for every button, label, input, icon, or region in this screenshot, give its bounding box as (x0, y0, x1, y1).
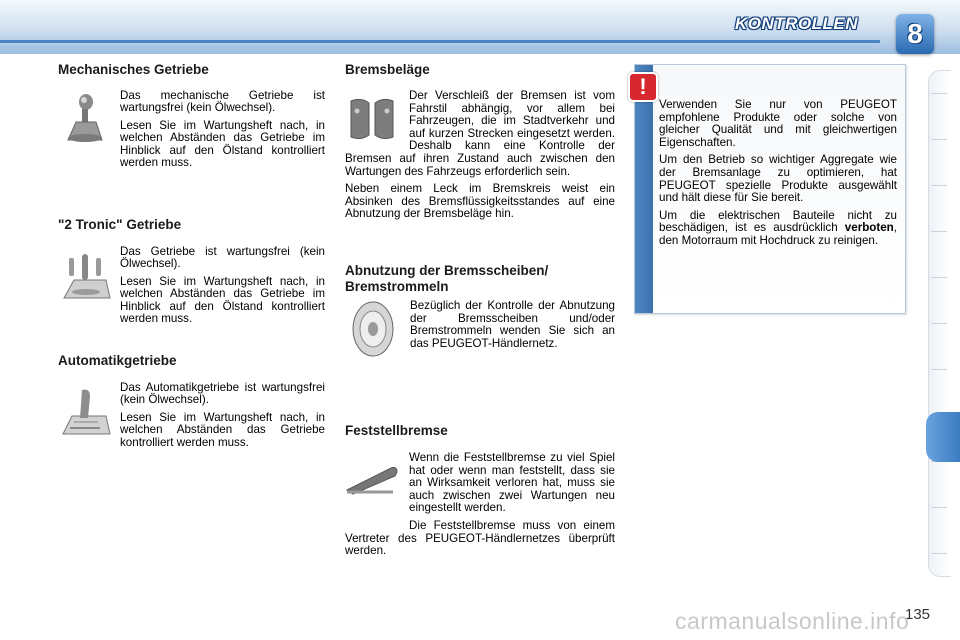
gear-lever-2tronic-icon (60, 252, 112, 302)
page-number: 135 (905, 606, 931, 623)
text-brake-pads (345, 90, 615, 226)
section-title-2tronic: "2 Tronic" Getriebe (58, 217, 182, 232)
side-tab-active[interactable] (926, 412, 960, 462)
parking-p1: Wenn die Feststellbremse zu viel Spiel hat oder wenn man feststellt, dass sie an Wirksamkeit verloren hat, muss sie auch zwischen zwei Wartungen neu eingestellt werden. (409, 451, 615, 515)
2tronic-p1: Das Getriebe ist wartungsfrei (kein Ölwechsel). (120, 245, 325, 271)
warning-box (634, 64, 906, 314)
warning-p3-post: , den Motorraum mit Hochdruck zu reinigen. (659, 221, 897, 247)
mechanical-p2: Lesen Sie im Wartungsheft nach, in welchen Abständen das Getriebe im Hinblick auf den Ölstand kontrolliert werden muss. (120, 118, 325, 170)
automatic-p2: Lesen Sie im Wartungsheft nach, in welchen Abständen das Getriebe kontrolliert werden muss. (120, 410, 325, 449)
warning-p3-pre: Um die elektrischen Bauteile nicht zu beschädigen, ist es ausdrücklich (659, 208, 897, 235)
text-automatic (120, 382, 325, 454)
warning-accent-bar (635, 65, 653, 313)
brake-disc-icon (350, 300, 396, 358)
section-title-discs: Abnutzung der Bremsscheiben/ Bremstrommeln (345, 263, 549, 294)
warning-p3 (659, 210, 897, 248)
section-title-mechanical: Mechanisches Getriebe (58, 62, 209, 77)
gear-lever-manual-icon (62, 92, 106, 144)
warning-text (659, 99, 897, 253)
warning-icon (628, 72, 658, 102)
chapter-title: KONTROLLEN (735, 14, 859, 33)
warning-p1: Verwenden Sie nur von PEUGEOT empfohlene Produkte oder solche von gleicher Qualität und mit gleichwertigen Eigenschaften. (659, 98, 897, 149)
chapter-number-badge (896, 14, 934, 54)
chapter-number: 8 (907, 18, 923, 49)
discs-p1: Bezüglich der Kontrolle der Abnutzung der Bremsscheiben und/oder Bremstrommeln wenden Sie sich an das PEUGEOT-Händlernetz. (410, 299, 615, 350)
section-title-brake-pads: Bremsbeläge (345, 62, 430, 77)
text-2tronic (120, 246, 325, 330)
parking-p2: Die Feststellbremse muss von einem Vertreter des PEUGEOT-Händlernetzes überprüft werden. (345, 518, 615, 558)
gear-lever-automatic-icon (60, 386, 112, 438)
warning-badge-label: ! (639, 74, 647, 99)
side-tab-strip (928, 70, 951, 577)
header-divider-thin (0, 46, 870, 47)
brake-pads-p2: Neben einem Leck im Bremskreis weist ein Absinken des Bremsflüssigkeitsstandes auf eine Abnutzung der Bremsbeläge hin. (345, 182, 615, 221)
warning-p3-bold: verboten (844, 221, 894, 235)
text-discs (410, 300, 615, 355)
text-mechanical (120, 90, 325, 174)
warning-p2: Um den Betrieb so wichtiger Aggregate wie der Bremsanlage zu optimieren, hat PEUGEOT spezielle Produkte ausgewählt und hält diese für Sie bereit. (659, 153, 897, 205)
automatic-p1: Das Automatikgetriebe ist wartungsfrei (kein Ölwechsel). (120, 381, 325, 407)
brake-pads-p1: Der Verschleiß der Bremsen ist vom Fahrstil abhängig, vor allem bei Fahrzeugen, die im Stadtverkehr und auf kurzen Strecken eingesetzt werden. Deshalb kann eine Kontrolle der Bremsen auf ihren Zustand auch zwischen den Wartungen des Fahrzeugs erforderlich sein. (345, 89, 615, 178)
watermark: carmanualsonline.info (675, 608, 910, 634)
section-title-parking-brake: Feststellbremse (345, 423, 448, 438)
2tronic-p2: Lesen Sie im Wartungsheft nach, in welchen Abständen das Getriebe im Hinblick auf den Ölstand kontrolliert werden muss. (120, 274, 325, 326)
section-title-automatic: Automatikgetriebe (58, 353, 177, 368)
mechanical-p1: Das mechanische Getriebe ist wartungsfrei (kein Ölwechsel). (120, 89, 325, 115)
text-parking-brake (345, 452, 615, 563)
